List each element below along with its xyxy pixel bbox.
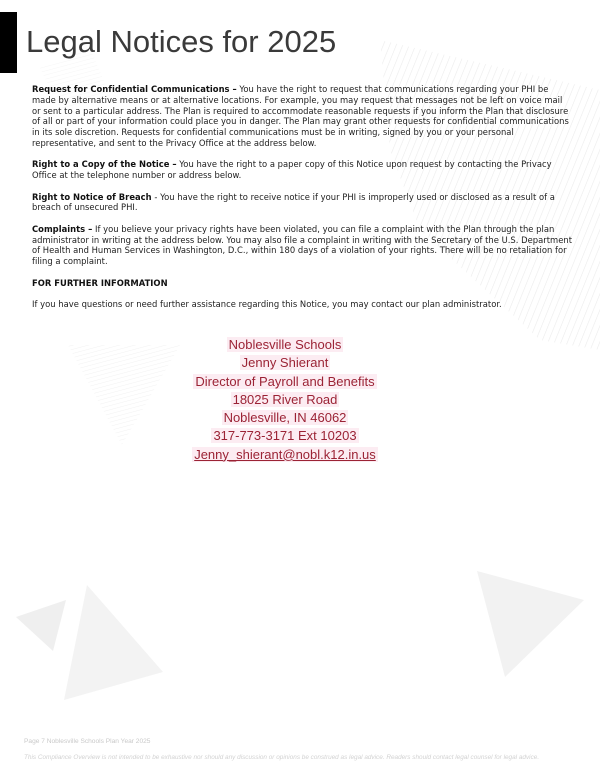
section-body: You have the right to request that communications regarding your PHI be made by alternative means or at alternative locations. For example, you may request that messages not be left on voice mail or sent to a particular address. The Plan is required to accommodate reasonable requests if you inform the Plan that disclosure of all or part of your information could place you in danger. The Plan may grant other requests for confidential communications in its sole discretion. Requests for confidential communications must be in writing, signed by you or your personal representative, and sent to the Privacy Office at the address below. [32, 84, 569, 148]
contact-organization: Noblesville Schools [228, 337, 342, 352]
triangle-decoration [16, 600, 66, 651]
contact-block [0, 336, 570, 464]
page-title: Legal Notices for 2025 [26, 24, 337, 59]
section-complaints [32, 224, 572, 267]
section-body: - You have the right to receive notice if your PHI is improperly used or disclosed as a result of a breach of unsecured PHI. [32, 191, 555, 213]
footer-disclaimer: This Compliance Overview is not intended to be exhaustive nor should any discussion or opinions be construed as legal advice. Readers should contact legal counsel for legal advice. [24, 754, 540, 761]
further-info-body: If you have questions or need further assistance regarding this Notice, you may contact our plan administrator. [32, 299, 502, 309]
contact-phone: 317-773-3171 Ext 10203 [213, 428, 357, 444]
triangle-decoration [64, 585, 163, 700]
contact-title: Director of Payroll and Benefits [195, 373, 375, 389]
footer-page-label: Page 7 Noblesville Schools Plan Year 2025 [24, 738, 151, 745]
section-notice-of-breach [32, 192, 572, 214]
title-accent-bar [0, 12, 17, 73]
notice-content [32, 84, 572, 321]
section-body: You have the right to a paper copy of this Notice upon request by contacting the Privacy Office at the telephone number or address below. [32, 159, 552, 180]
section-heading: Right to a Copy of the Notice – [32, 159, 177, 170]
contact-street: 18025 River Road [232, 391, 338, 407]
section-heading: Request for Confidential Communications – [32, 84, 237, 94]
contact-name: Jenny Shierant [241, 355, 329, 371]
section-confidential-communications [32, 84, 572, 149]
section-heading: Complaints – [32, 223, 93, 234]
contact-city-state-zip: Noblesville, IN 46062 [223, 410, 347, 426]
further-info-heading: FOR FURTHER INFORMATION [32, 277, 168, 288]
triangle-decoration [477, 571, 584, 677]
section-body: If you believe your privacy rights have been violated, you can file a complaint with the Plan through the plan administrator in writing at the address below. You may also file a complaint in writing with the Secretary of the U.S. Department of Health and Human Services in Washington, D.C., within 180 days of a violation of your rights. There will be no retaliation for filing a complaint. [32, 223, 573, 266]
section-heading: Right to Notice of Breach [32, 191, 152, 202]
contact-email-link[interactable]: Jenny_shierant@nobl.k12.in.us [194, 446, 376, 462]
section-copy-of-notice [32, 159, 572, 181]
